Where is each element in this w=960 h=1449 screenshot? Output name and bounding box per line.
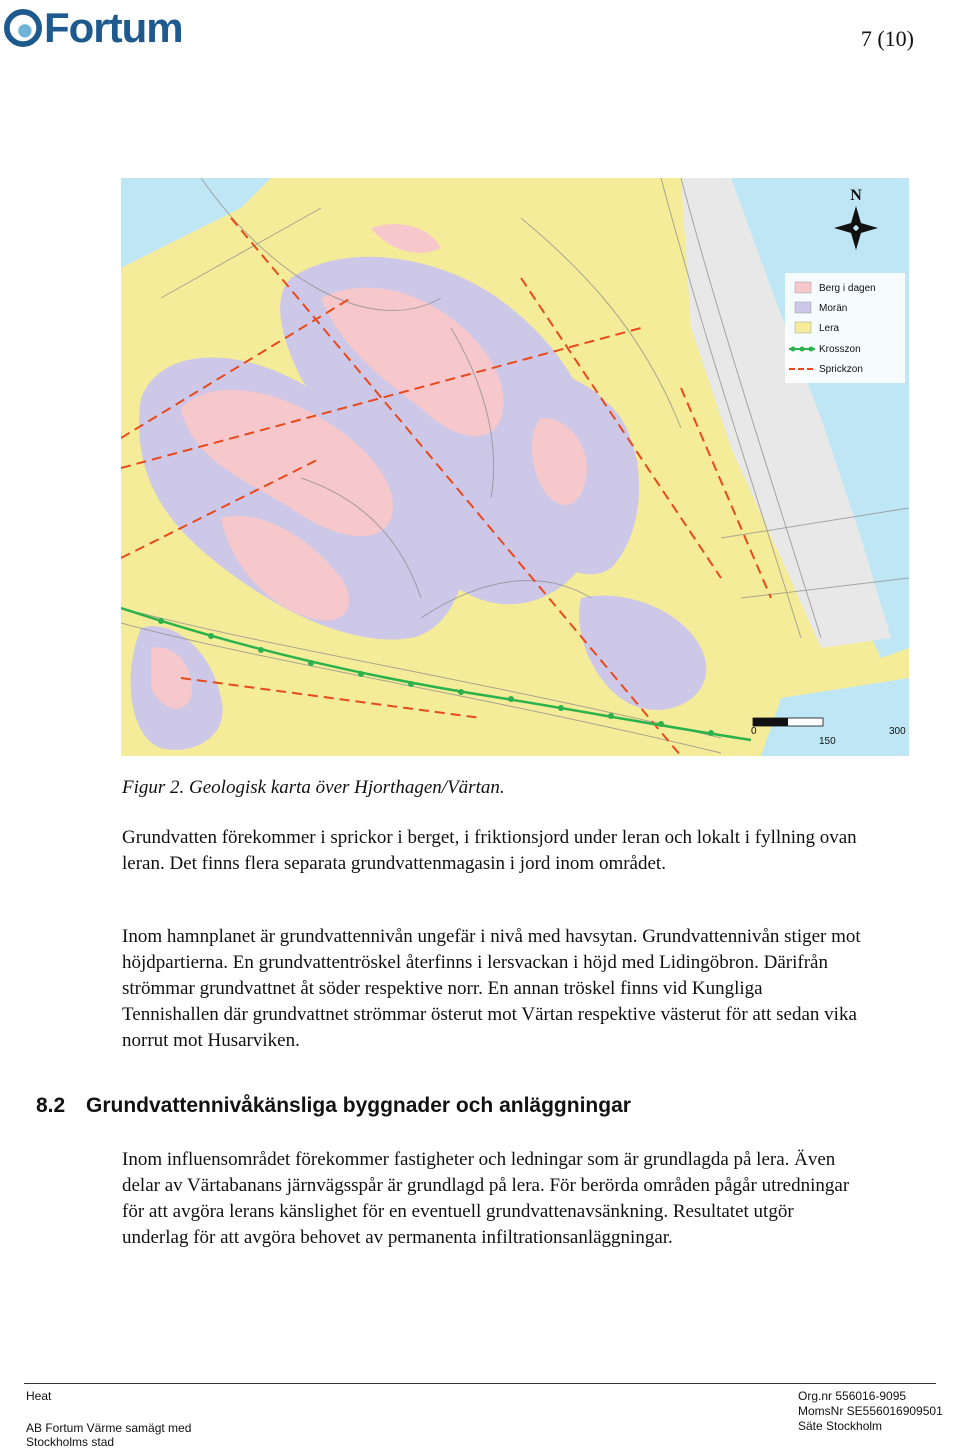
footer-vat-number: MomsNr SE556016909501 [798,1404,943,1418]
scale-label-300: 300 [889,726,906,737]
map-graphic [121,178,909,756]
footer-division: Heat [26,1389,52,1403]
footer-seat: Säte Stockholm [798,1419,883,1433]
legend-swatch-lera [795,322,811,333]
section-number: 8.2 [36,1094,66,1117]
footer-company-line-2: Stockholms stad [26,1435,115,1449]
north-label: N [850,187,862,204]
paragraph-groundwater: Grundvatten förekommer i sprickor i berget, i friktionsjord under leran och lokalt i fyllning ovan leran. Det finns flera separata grundvattenmagasin i jord inom området. [122,827,857,874]
footer-divider [24,1383,936,1384]
paragraph-sensitive-structures: Inom influensområdet förekommer fastigheter och ledningar som är grundlagda på lera. Även delar av Värtabanans järnvägsspår är grundlagd på lera. För berörda områden pågår utredningar för att avgöra lerans känslighet för en eventuell grundvattenavsänkning. Resultatet utgör underlag för att avgöra behovet av permanenta infiltrationsanläggningar. [122,1149,850,1248]
footer-company [26,1421,191,1449]
footer-registration [798,1389,943,1434]
fortum-logo [4,6,183,50]
legend-label-moran: Morän [819,303,848,314]
legend-label-sprickzon: Sprickzon [819,364,863,375]
section-title: Grundvattennivåkänsliga byggnader och anläggningar [86,1094,631,1117]
scale-label-150: 150 [819,736,836,747]
legend-label-lera: Lera [819,323,840,334]
logo-text: Fortum [44,4,183,51]
page-number: 7 (10) [860,26,914,51]
scale-label-0: 0 [751,726,757,737]
legend-swatch-krosszon [789,347,815,352]
legend-swatch-moran [795,302,811,313]
footer-org-number: Org.nr 556016-9095 [798,1389,907,1403]
legend-label-berg: Berg i dagen [819,283,876,294]
fortum-logo-mark-icon [4,9,42,47]
footer-company-line-1: AB Fortum Värme samägt med [26,1421,192,1435]
legend-label-krosszon: Krosszon [819,344,861,355]
legend-swatch-berg [795,282,811,293]
figure-caption: Figur 2. Geologisk karta över Hjorthagen/Värtan. [122,777,505,798]
paragraph-groundwater-levels: Inom hamnplanet är grundvattennivån ungefär i nivå med havsytan. Grundvattennivån stiger mot höjdpartierna. En grundvattentröskel återfinns i lersvackan i höjd med Lidingöbron. Därifrån strömmar grundvattnet åt söder respektive norr. En annan tröskel finns vid Kungliga Tennishallen där grundvattnet strömmar österut mot Värtan respektive västerut för att sedan vika norrut mot Husarviken. [122,926,861,1051]
map-legend [785,273,905,383]
section-heading [36,1094,631,1118]
geological-map [121,178,909,756]
